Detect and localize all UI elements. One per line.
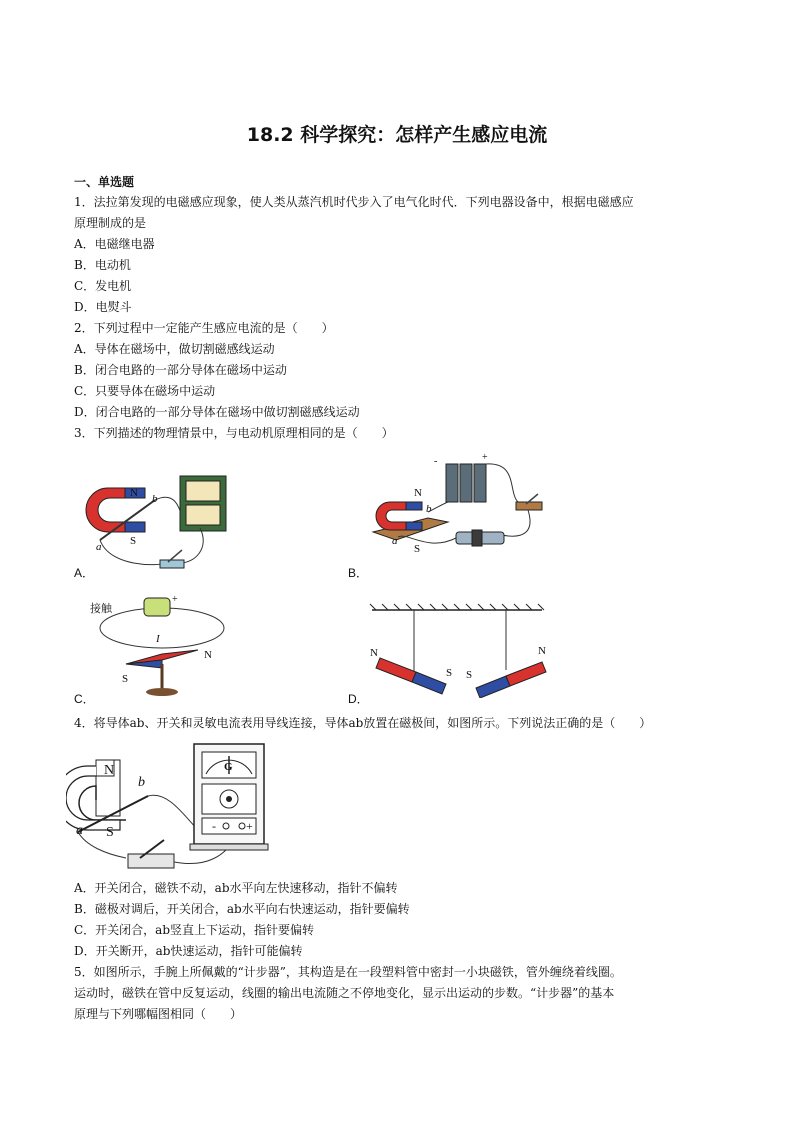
q3d-south-right-label: S	[466, 669, 473, 681]
q4-option-d: D．开关断开，ab快速运动，指针可能偏转	[74, 944, 303, 958]
q3d-north-right-label: N	[538, 645, 546, 657]
q4-meter-label: G	[224, 761, 233, 773]
q2-option-a: A．导体在磁场中，做切割磁感线运动	[74, 342, 275, 356]
q3b-rod-a-label: a	[392, 535, 398, 547]
q4-option-a: A．开关闭合，磁铁不动，ab水平向左快速移动，指针不偏转	[74, 881, 398, 895]
q3b-south-label: S	[414, 543, 421, 555]
q3d-south-left-label: S	[446, 667, 453, 679]
q5-stem-line2: 运动时，磁铁在管中反复运动，线圈的输出电流随之不停地变化，显示出运动的步数。“计步器”的基本	[74, 986, 615, 1000]
q3d-north-left-label: N	[370, 647, 378, 659]
q3-option-d-label: D．	[348, 692, 369, 706]
q3-figure-c	[86, 594, 236, 698]
q3a-south-label: S	[130, 535, 137, 547]
q3-option-c-label: C．	[74, 692, 95, 706]
q2-option-d: D．闭合电路的一部分导体在磁场中做切割磁感线运动	[74, 405, 360, 419]
q3c-current-label: I	[156, 633, 160, 645]
q1-stem-line2: 原理制成的是	[74, 216, 147, 230]
q4-rod-a-label: a	[76, 823, 83, 838]
q3c-plus-label: +	[172, 594, 178, 605]
q1-stem-line1: 1．法拉第发现的电磁感应现象，使人类从蒸汽机时代步入了电气化时代．下列电器设备中，根据电磁感应	[74, 195, 634, 209]
q4-rod-b-label: b	[138, 775, 145, 790]
q1-option-c: C．发电机	[74, 279, 132, 293]
page-title: 18.2 科学探究：怎样产生感应电流	[246, 124, 548, 146]
q2-option-b: B．闭合电路的一部分导体在磁场中运动	[74, 363, 287, 377]
q3-figure-d	[366, 602, 550, 698]
q1-option-b: B．电动机	[74, 258, 131, 272]
q3c-touch-label: 接触	[90, 603, 112, 615]
q3b-minus-label: -	[434, 456, 438, 467]
q4-north-label: N	[104, 763, 115, 778]
q2-option-c: C．只要导体在磁场中运动	[74, 384, 216, 398]
q4-figure	[66, 736, 276, 876]
q4-option-b: B．磁极对调后，开关闭合，ab水平向右快速运动，指针要偏转	[74, 902, 410, 916]
q1-option-d: D．电熨斗	[74, 300, 132, 314]
q3a-north-label: N	[130, 487, 138, 499]
q3-option-a-label: A．	[74, 566, 95, 580]
q2-stem: 2．下列过程中一定能产生感应电流的是（ ）	[74, 321, 334, 335]
q3c-south-label: S	[122, 673, 129, 685]
q3a-rod-b-label: b	[152, 493, 158, 505]
q3-figure-a	[70, 468, 250, 580]
q5-stem-line3: 原理与下列哪幅图相同（ ）	[74, 1007, 243, 1021]
section-heading: 一、单选题	[74, 175, 135, 189]
q3b-rod-b-label: b	[426, 503, 432, 515]
q3b-north-label: N	[414, 487, 422, 499]
q3a-rod-a-label: a	[96, 541, 102, 553]
q1-option-a: A．电磁继电器	[74, 237, 155, 251]
q4-south-label: S	[106, 825, 114, 840]
q4-stem: 4．将导体ab、开关和灵敏电流表用导线连接，导体ab放置在磁极间，如图所示。下列说法正确的是（ ）	[74, 716, 652, 730]
q4-minus-label: -	[212, 819, 216, 833]
q3-figure-b	[368, 452, 558, 578]
q3-stem: 3．下列描述的物理情景中，与电动机原理相同的是（ ）	[74, 426, 394, 440]
q5-stem-line1: 5．如图所示，手腕上所佩戴的“计步器”，其构造是在一段塑料管中密封一小块磁铁，管外缠绕着线圈。	[74, 965, 622, 979]
q4-plus-label: +	[246, 819, 253, 833]
q3b-plus-label: +	[482, 452, 488, 463]
q4-option-c: C．开关闭合，ab竖直上下运动，指针要偏转	[74, 923, 315, 937]
q3-option-b-label: B．	[348, 566, 369, 580]
q3c-north-label: N	[204, 649, 212, 661]
